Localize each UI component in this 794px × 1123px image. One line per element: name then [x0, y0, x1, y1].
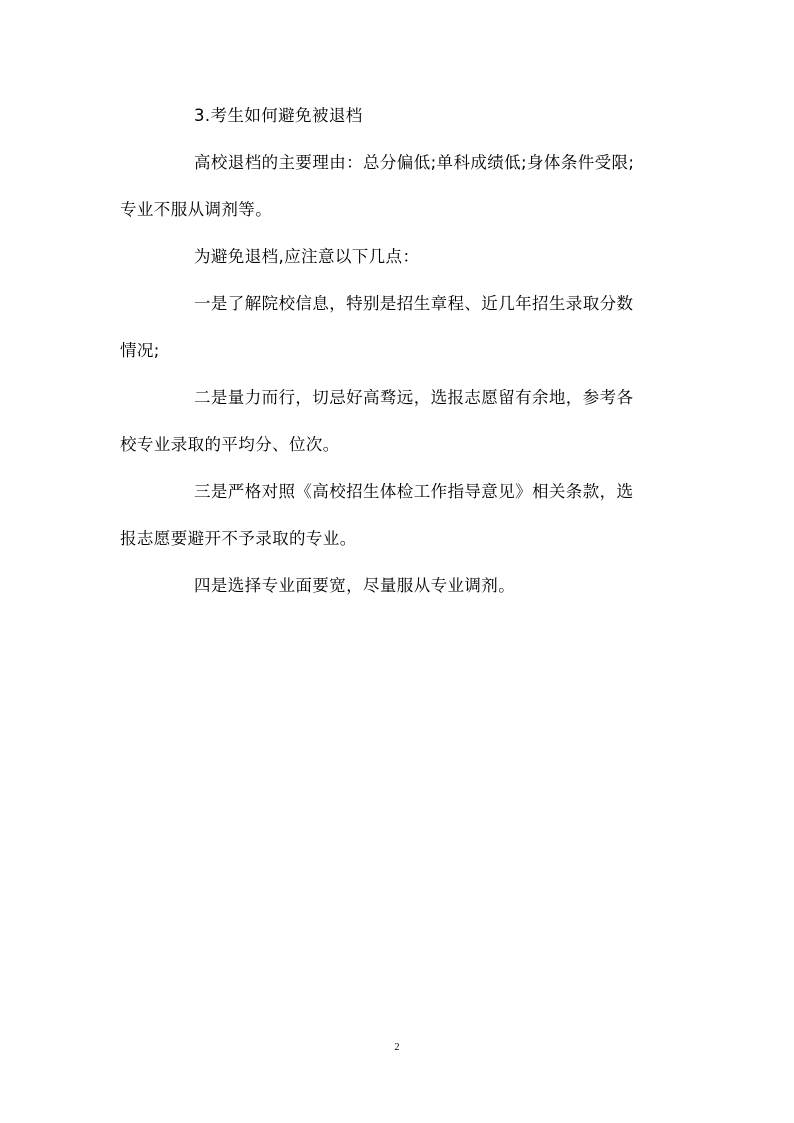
document-body [120, 92, 680, 609]
paragraph-line: 高校退档的主要理由：总分偏低;单科成绩低;身体条件受限; [194, 153, 635, 172]
paragraph-point-one [120, 280, 680, 374]
page-number: 2 [394, 1042, 400, 1053]
paragraph-line: 一是了解院校信息，特别是招生章程、近几年招生录取分数 [194, 294, 634, 313]
section-heading [120, 92, 680, 139]
paragraph-line: 情况; [120, 341, 160, 360]
paragraph-line: 专业不服从调剂等。 [120, 200, 273, 219]
paragraph-line: 二是量力而行，切忌好高骛远，选报志愿留有余地，参考各 [194, 388, 634, 407]
paragraph-point-four [120, 562, 680, 609]
paragraph-point-three [120, 468, 680, 562]
paragraph-line: 校专业录取的平均分、位次。 [120, 435, 340, 454]
section-heading-text: 3.考生如何避免被退档 [194, 106, 363, 125]
paragraph-line: 为避免退档,应注意以下几点： [194, 247, 420, 266]
paragraph-point-two [120, 374, 680, 468]
paragraph-line: 四是选择专业面要宽，尽量服从专业调剂。 [194, 576, 516, 595]
paragraph-line: 三是严格对照《高校招生体检工作指导意见》相关条款，选 [194, 482, 634, 501]
paragraph-line: 报志愿要避开不予录取的专业。 [120, 529, 357, 548]
paragraph-withdrawal-reasons [120, 139, 680, 233]
paragraph-intro-points [120, 233, 680, 280]
